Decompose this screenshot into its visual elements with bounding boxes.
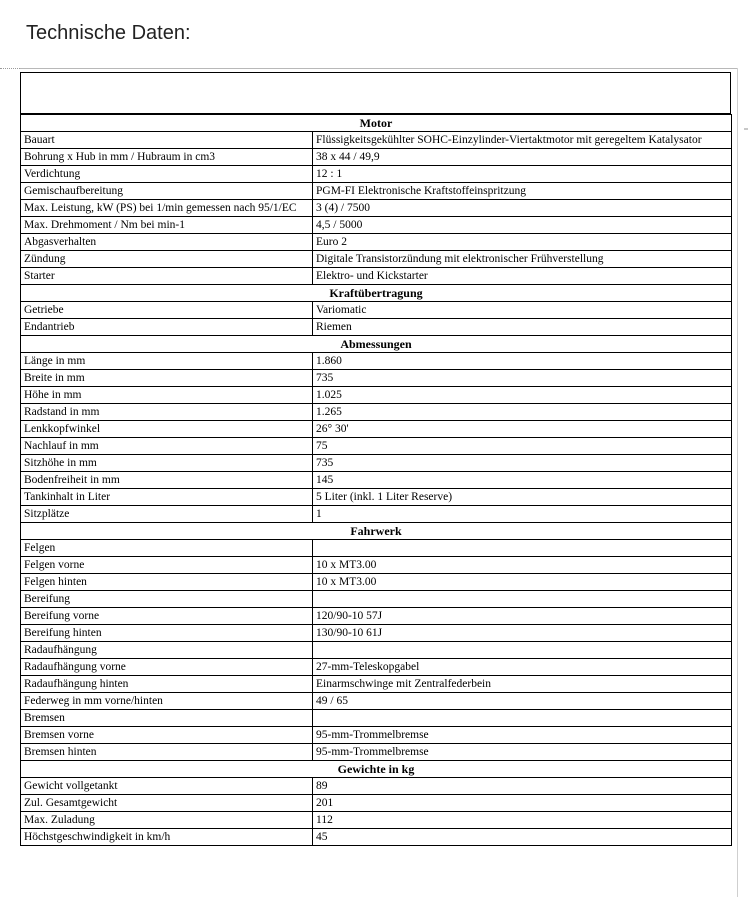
- spec-value-cell[interactable]: 26° 30': [313, 421, 732, 438]
- spec-label-cell[interactable]: Starter: [21, 268, 313, 285]
- table-row: [21, 829, 732, 846]
- table-row: [21, 540, 732, 557]
- table-row: [21, 404, 732, 421]
- spec-label-cell[interactable]: Bremsen vorne: [21, 727, 313, 744]
- section-title: Kraftübertragung: [21, 285, 732, 302]
- spec-value-cell[interactable]: 89: [313, 778, 732, 795]
- spec-label-cell[interactable]: Tankinhalt in Liter: [21, 489, 313, 506]
- table-row: [21, 183, 732, 200]
- section-title: Abmessungen: [21, 336, 732, 353]
- section-header-row: [21, 115, 732, 132]
- spec-label-cell[interactable]: Bauart: [21, 132, 313, 149]
- margin-marker: [0, 68, 20, 69]
- spec-label-cell[interactable]: Felgen: [21, 540, 313, 557]
- spec-label-cell[interactable]: Zündung: [21, 251, 313, 268]
- spec-label-cell[interactable]: Max. Drehmoment / Nm bei min-1: [21, 217, 313, 234]
- spec-label-cell[interactable]: Felgen vorne: [21, 557, 313, 574]
- table-row: [21, 166, 732, 183]
- spec-label-cell[interactable]: Bereifung hinten: [21, 625, 313, 642]
- spec-value-cell[interactable]: Variomatic: [313, 302, 732, 319]
- spec-value-cell[interactable]: 735: [313, 370, 732, 387]
- table-row: [21, 438, 732, 455]
- spec-value-cell[interactable]: Riemen: [313, 319, 732, 336]
- spec-value-cell[interactable]: 3 (4) / 7500: [313, 200, 732, 217]
- table-row: [21, 387, 732, 404]
- table-row: [21, 693, 732, 710]
- spec-label-cell[interactable]: Abgasverhalten: [21, 234, 313, 251]
- table-row: [21, 676, 732, 693]
- section-title: Gewichte in kg: [21, 761, 732, 778]
- spec-label-cell[interactable]: Nachlauf in mm: [21, 438, 313, 455]
- spec-label-cell[interactable]: Gemischaufbereitung: [21, 183, 313, 200]
- spec-label-cell[interactable]: Bereifung vorne: [21, 608, 313, 625]
- table-row: [21, 489, 732, 506]
- table-row: [21, 472, 732, 489]
- spec-value-cell[interactable]: 95-mm-Trommelbremse: [313, 727, 732, 744]
- spec-label-cell[interactable]: Radaufhängung: [21, 642, 313, 659]
- spec-value-cell[interactable]: [313, 591, 732, 608]
- spec-label-cell[interactable]: Felgen hinten: [21, 574, 313, 591]
- spec-label-cell[interactable]: Sitzhöhe in mm: [21, 455, 313, 472]
- spec-value-cell[interactable]: 10 x MT3.00: [313, 574, 732, 591]
- spec-value-cell[interactable]: 112: [313, 812, 732, 829]
- spec-value-cell[interactable]: 130/90-10 61J: [313, 625, 732, 642]
- margin-tick: [744, 128, 748, 130]
- spec-value-cell[interactable]: 1.025: [313, 387, 732, 404]
- spec-label-cell[interactable]: Bremsen hinten: [21, 744, 313, 761]
- spec-label-cell[interactable]: Zul. Gesamtgewicht: [21, 795, 313, 812]
- spec-value-cell[interactable]: 5 Liter (inkl. 1 Liter Reserve): [313, 489, 732, 506]
- spec-label-cell[interactable]: Verdichtung: [21, 166, 313, 183]
- page-top-border: [20, 68, 738, 69]
- table-row: [21, 421, 732, 438]
- spec-label-cell[interactable]: Länge in mm: [21, 353, 313, 370]
- spec-value-cell[interactable]: Euro 2: [313, 234, 732, 251]
- empty-table-cell[interactable]: [20, 72, 731, 114]
- spec-value-cell[interactable]: 1.265: [313, 404, 732, 421]
- spec-label-cell[interactable]: Bohrung x Hub in mm / Hubraum in cm3: [21, 149, 313, 166]
- spec-value-cell[interactable]: 38 x 44 / 49,9: [313, 149, 732, 166]
- spec-value-cell[interactable]: 49 / 65: [313, 693, 732, 710]
- table-row: [21, 608, 732, 625]
- table-row: [21, 625, 732, 642]
- table-row: [21, 319, 732, 336]
- spec-label-cell[interactable]: Endantrieb: [21, 319, 313, 336]
- table-row: [21, 812, 732, 829]
- spec-label-cell[interactable]: Radaufhängung vorne: [21, 659, 313, 676]
- table-row: [21, 302, 732, 319]
- spec-value-cell[interactable]: 1: [313, 506, 732, 523]
- spec-label-cell[interactable]: Max. Leistung, kW (PS) bei 1/min gemessen nach 95/1/EC: [21, 200, 313, 217]
- table-row: [21, 659, 732, 676]
- table-row: [21, 251, 732, 268]
- spec-label-cell[interactable]: Sitzplätze: [21, 506, 313, 523]
- table-row: [21, 727, 732, 744]
- spec-label-cell[interactable]: Bodenfreiheit in mm: [21, 472, 313, 489]
- spec-label-cell[interactable]: Höhe in mm: [21, 387, 313, 404]
- spec-label-cell[interactable]: Max. Zuladung: [21, 812, 313, 829]
- spec-value-cell[interactable]: [313, 710, 732, 727]
- section-header-row: [21, 523, 732, 540]
- spec-value-cell[interactable]: 201: [313, 795, 732, 812]
- spec-value-cell[interactable]: [313, 642, 732, 659]
- table-row: [21, 234, 732, 251]
- spec-value-cell[interactable]: 735: [313, 455, 732, 472]
- spec-value-cell[interactable]: 145: [313, 472, 732, 489]
- spec-value-cell[interactable]: 27-mm-Teleskopgabel: [313, 659, 732, 676]
- table-row: [21, 778, 732, 795]
- spec-label-cell[interactable]: Radstand in mm: [21, 404, 313, 421]
- table-row: [21, 506, 732, 523]
- spec-value-cell[interactable]: 45: [313, 829, 732, 846]
- section-header-row: [21, 336, 732, 353]
- spec-value-cell[interactable]: 95-mm-Trommelbremse: [313, 744, 732, 761]
- spec-value-cell[interactable]: Digitale Transistorzündung mit elektronischer Frühverstellung: [313, 251, 732, 268]
- page-title: Technische Daten:: [26, 22, 191, 44]
- spec-value-cell[interactable]: 12 : 1: [313, 166, 732, 183]
- section-title: Fahrwerk: [21, 523, 732, 540]
- spec-value-cell[interactable]: Elektro- und Kickstarter: [313, 268, 732, 285]
- table-row: [21, 200, 732, 217]
- section-title: Motor: [21, 115, 732, 132]
- spec-label-cell[interactable]: Höchstgeschwindigkeit in km/h: [21, 829, 313, 846]
- spec-value-cell[interactable]: 10 x MT3.00: [313, 557, 732, 574]
- table-row: [21, 268, 732, 285]
- table-row: [21, 370, 732, 387]
- table-row: [21, 591, 732, 608]
- spec-label-cell[interactable]: Bereifung: [21, 591, 313, 608]
- table-row: [21, 132, 732, 149]
- page-right-edge: [737, 68, 738, 897]
- spec-value-cell[interactable]: Flüssigkeitsgekühlter SOHC-Einzylinder-Viertaktmotor mit geregeltem Katalysator: [313, 132, 732, 149]
- spec-label-cell[interactable]: Radaufhängung hinten: [21, 676, 313, 693]
- spec-label-cell[interactable]: Getriebe: [21, 302, 313, 319]
- spec-value-cell[interactable]: 75: [313, 438, 732, 455]
- table-row: [21, 710, 732, 727]
- spec-value-cell[interactable]: PGM-FI Elektronische Kraftstoffeinspritzung: [313, 183, 732, 200]
- table-row: [21, 744, 732, 761]
- spec-value-cell[interactable]: [313, 540, 732, 557]
- spec-label-cell[interactable]: Federweg in mm vorne/hinten: [21, 693, 313, 710]
- table-row: [21, 642, 732, 659]
- spec-table: [20, 114, 732, 846]
- table-row: [21, 217, 732, 234]
- spec-value-cell[interactable]: Einarmschwinge mit Zentralfederbein: [313, 676, 732, 693]
- spec-value-cell[interactable]: 4,5 / 5000: [313, 217, 732, 234]
- spec-label-cell[interactable]: Gewicht vollgetankt: [21, 778, 313, 795]
- section-header-row: [21, 285, 732, 302]
- table-row: [21, 455, 732, 472]
- spec-value-cell[interactable]: 1.860: [313, 353, 732, 370]
- spec-label-cell[interactable]: Bremsen: [21, 710, 313, 727]
- table-row: [21, 574, 732, 591]
- table-row: [21, 795, 732, 812]
- spec-label-cell[interactable]: Lenkkopfwinkel: [21, 421, 313, 438]
- spec-value-cell[interactable]: 120/90-10 57J: [313, 608, 732, 625]
- table-row: [21, 353, 732, 370]
- table-row: [21, 557, 732, 574]
- spec-label-cell[interactable]: Breite in mm: [21, 370, 313, 387]
- section-header-row: [21, 761, 732, 778]
- table-row: [21, 149, 732, 166]
